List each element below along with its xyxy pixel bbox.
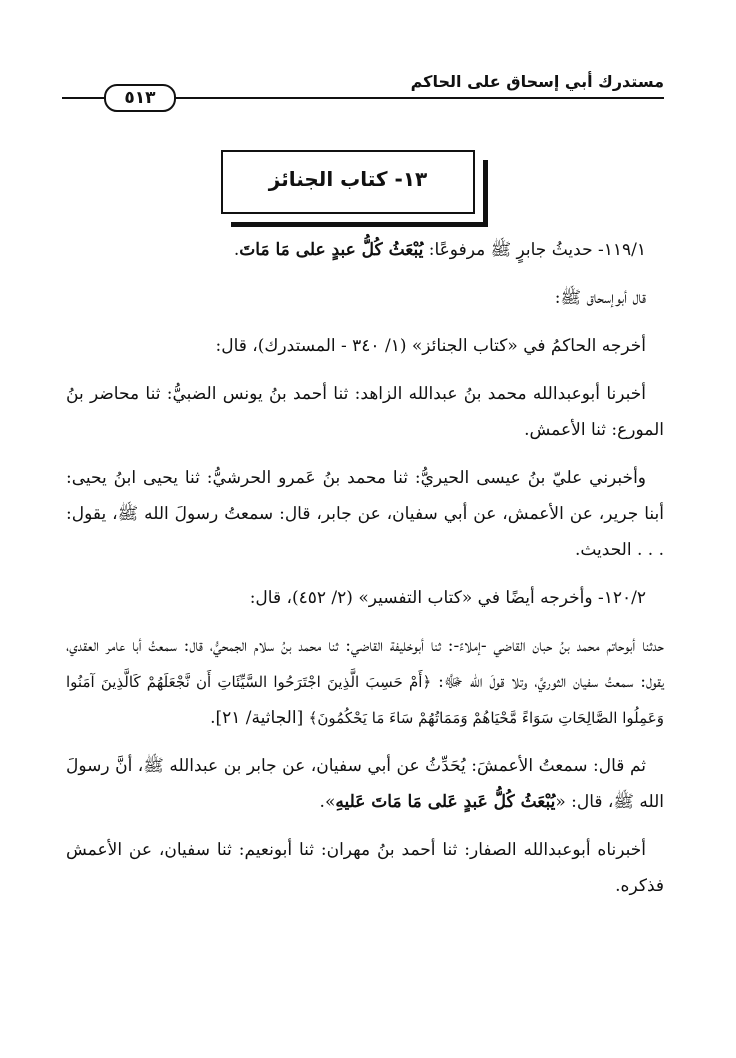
abu-ishaq-statement: قال أبوإسحاق ﷺ: xyxy=(554,288,646,308)
page-header xyxy=(62,66,664,106)
hadith-120-intro: ثم قال: سمعتُ الأعمشَ: يُحَدِّثُ عن أبي سفيان، عن جابر بن عبدالله ﷺ، أنَّ رسولَ الله ﷺ، قال: « xyxy=(66,756,664,812)
running-title: مستدرك أبي إسحاق على الحاكم xyxy=(410,72,664,91)
hadith-120-end: ». xyxy=(319,792,336,812)
hadith-120-text: يُبْعَثُ كُلُّ عَبدٍ عَلى مَا مَاتَ عَليهِ xyxy=(335,792,556,812)
hadith-120-matn xyxy=(66,748,664,820)
hadith-119 xyxy=(66,232,664,268)
quran-verse: ﴿أَمْ حَسِبَ الَّذِينَ اجْتَرَحُوا السَّيِّئَاتِ أَن نَّجْعَلَهُمْ كَالَّذِينَ آمَنُوا وَعَمِلُوا الصَّالِحَاتِ سَوَاءً مَّحْيَاهُمْ وَمَمَاتُهُمْ سَاءَ مَا يَحْكُمُونَ﴾ xyxy=(66,673,664,727)
isnad-2: وأخبرني عليّ بنُ عيسى الحيريُّ: ثنا محمد بنُ عَمرو الحرشيُّ: ثنا يحيى ابنُ يحيى: أبنا جرير، عن الأعمش، عن أبي سفيان، عن جابر، قال: سمعتُ رسولَ الله ﷺ، يقول: . . . الحديث. xyxy=(66,468,664,560)
hadith-120: ١٢٠/٢- وأخرجه أيضًا في «كتاب التفسير» (٢/ ٤٥٢)، قال: xyxy=(249,588,646,608)
hadith-119-intro: ١١٩/١- حديثُ جابرٍ ﷺ مرفوعًا: xyxy=(423,240,646,260)
page-number: ٥١٣ xyxy=(104,84,176,112)
isnad-3-text: حدثنا أبوحاتم محمد بنُ حبان القاضي -إملاءً-: ثنا أبوخليفة القاضي: ثنا محمد بنُ سلام الجمحيُّ، قال: سمعتُ أبا عامر العقدي، يقول: سمعتُ سفيان الثوريَّ، وتلا قولَ الله ﷻ: xyxy=(66,636,665,692)
hakim-source: أخرجه الحاكمُ في «كتاب الجنائز» (١/ ٣٤٠ - المستدرك)، قال: xyxy=(215,336,646,356)
hadith-119-text: يُبْعَثُ كُلُّ عبدٍ على مَا مَاتَ xyxy=(239,240,424,260)
verse-reference: [الجاثية/ ٢١]. xyxy=(210,708,304,728)
isnad-1: أخبرنا أبوعبدالله محمد بنُ عبدالله الزاهد: ثنا أحمد بنُ يونس الضبيُّ: ثنا محاضر بنُ المورع: ثنا الأعمش. xyxy=(66,384,664,440)
chapter-title: ١٣- كتاب الجنائز xyxy=(268,167,428,191)
hadith-119-end: . xyxy=(233,240,240,260)
isnad-3 xyxy=(66,628,664,736)
isnad-4: أخبرناه أبوعبدالله الصفار: ثنا أحمد بنُ مهران: ثنا أبونعيم: ثنا سفيان، عن الأعمش فذكره. xyxy=(66,840,664,896)
page-body xyxy=(66,232,664,916)
chapter-heading-box xyxy=(221,150,475,214)
